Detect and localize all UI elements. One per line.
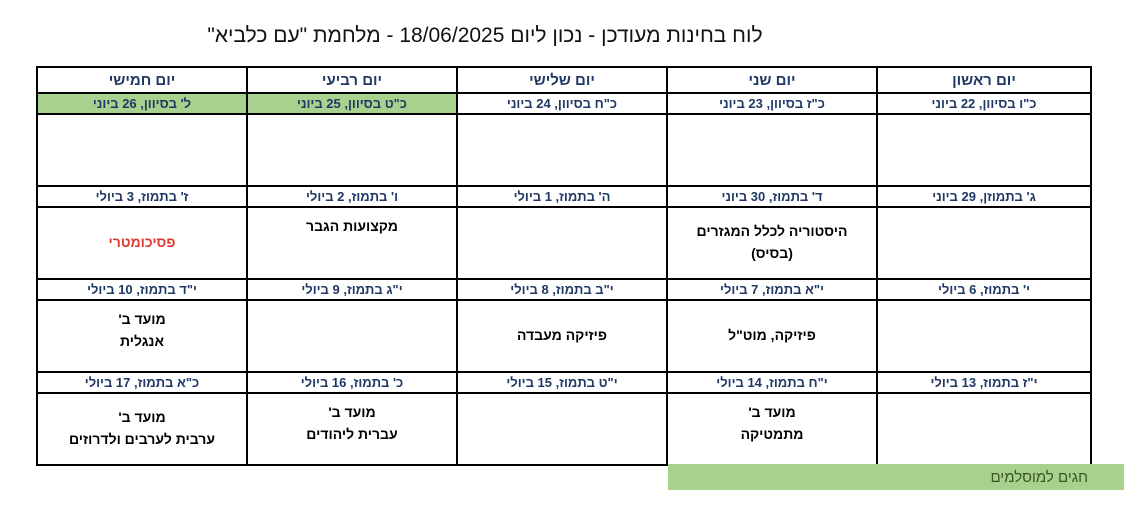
event-row [37,207,1091,279]
event-cell [667,300,877,372]
event-cell [877,300,1091,372]
event-text: עברית ליהודים [306,425,398,442]
date-cell: י' בתמוז, 6 ביולי [877,279,1091,300]
event-text: פיזיקה מעבדה [516,327,608,344]
event-cell [877,114,1091,186]
date-cell: י"א בתמוז, 7 ביולי [667,279,877,300]
event-text: אנגלית [119,332,164,349]
event-text: היסטוריה לכלל המגזרים [696,223,848,240]
exam-schedule-table [36,66,1092,466]
event-text: מועד ב' [748,404,796,420]
date-cell: כ"ח בסיוון, 24 ביוני [457,93,667,114]
date-cell: י"ח בתמוז, 14 ביולי [667,372,877,393]
date-cell: כ' בתמוז, 16 ביולי [247,372,457,393]
muslim-holidays-note [668,464,1124,490]
event-text: ערבית לערבים ולדרוזים [68,431,215,447]
event-text: מתמטיקה [740,425,804,442]
event-text: (בסיס) [751,245,793,261]
event-cell [877,393,1091,465]
date-cell: ד' בתמוז, 30 ביוני [667,186,877,207]
event-text: פסיכומטרי [108,234,176,251]
event-row [37,393,1091,465]
event-cell [667,393,877,465]
event-cell [247,393,457,465]
event-cell [457,114,667,186]
event-text: פיזיקה, מוט"ל [728,327,816,344]
muslim-holidays-label: חגים למוסלמים [990,468,1088,486]
day-header-cell: יום שלישי [457,67,667,93]
day-header-cell: יום שני [667,67,877,93]
date-row [37,279,1091,300]
event-cell [247,207,457,279]
event-cell [457,300,667,372]
date-cell: כ"ט בסיוון, 25 ביוני [247,93,457,114]
event-cell [667,207,877,279]
date-cell: ג' בתמוזן, 29 ביוני [877,186,1091,207]
page-title: לוח בחינות מעודכן - נכון ליום 18/06/2025 - מלחמת "עם כלביא" [207,24,763,47]
event-row [37,114,1091,186]
event-cell [457,393,667,465]
event-row [37,300,1091,372]
event-text: מועד ב' [118,409,166,426]
date-row [37,93,1091,114]
day-header-cell: יום רביעי [247,67,457,93]
date-cell: ז' בתמוז, 3 ביולי [37,186,247,207]
date-cell: כ"ו בסיוון, 22 ביוני [877,93,1091,114]
event-cell [37,393,247,465]
event-cell [37,207,247,279]
date-cell: י"ד בתמוז, 10 ביולי [37,279,247,300]
event-text: מקצועות הגבר [306,218,398,234]
date-cell: י"ב בתמוז, 8 ביולי [457,279,667,300]
event-cell [457,207,667,279]
event-cell [37,114,247,186]
event-cell [247,300,457,372]
day-header-cell: יום חמישי [37,67,247,93]
day-header-cell: יום ראשון [877,67,1091,93]
date-cell: י"ט בתמוז, 15 ביולי [457,372,667,393]
date-cell: כ"ז בסיוון, 23 ביוני [667,93,877,114]
event-cell [667,114,877,186]
date-cell: י"ג בתמוז, 9 ביולי [247,279,457,300]
event-cell [37,300,247,372]
date-row [37,372,1091,393]
date-cell: ל' בסיוון, 26 ביוני [37,93,247,114]
date-row [37,186,1091,207]
event-cell [247,114,457,186]
date-cell: ה' בתמוז, 1 ביולי [457,186,667,207]
date-cell: י"ז בתמוז, 13 ביולי [877,372,1091,393]
event-text: מועד ב' [328,404,376,420]
day-header-row [37,67,1091,93]
event-text: מועד ב' [118,311,166,327]
event-cell [877,207,1091,279]
date-cell: ו' בתמוז, 2 ביולי [247,186,457,207]
date-cell: כ"א בתמוז, 17 ביולי [37,372,247,393]
